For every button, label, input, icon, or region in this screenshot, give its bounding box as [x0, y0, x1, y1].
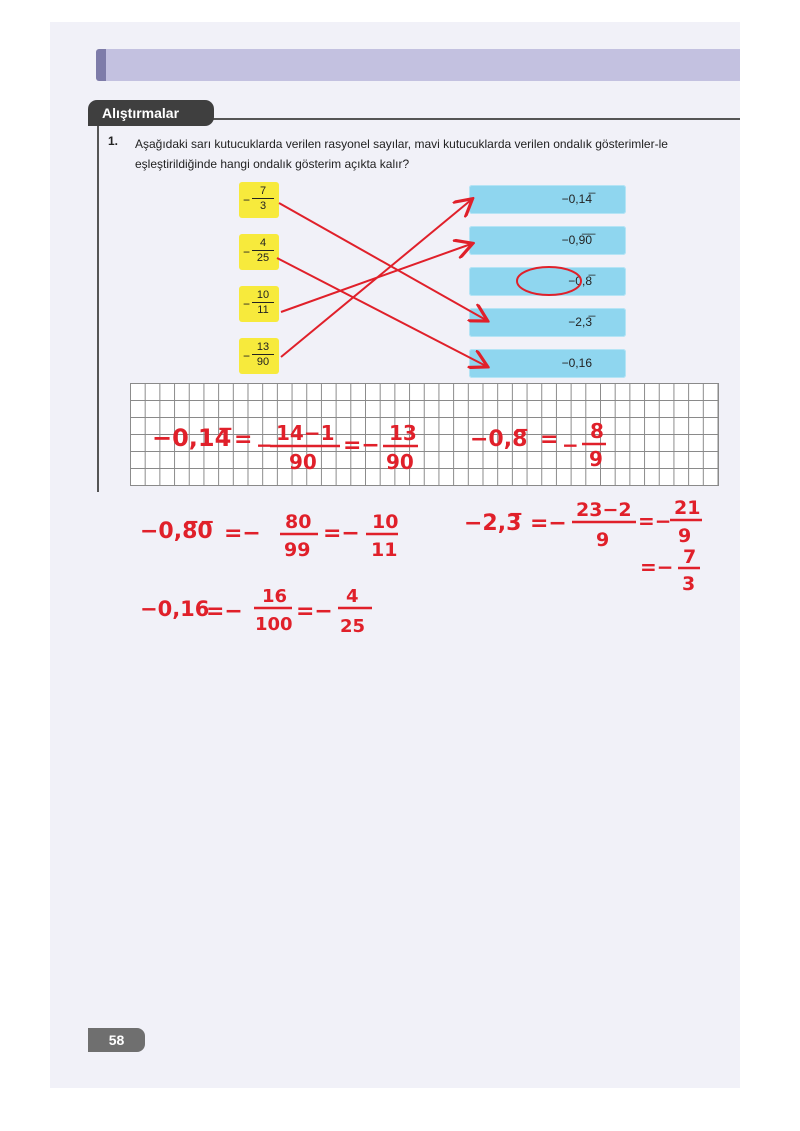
hw-line1-frac1-num: 14−1	[276, 421, 335, 445]
hw-line1-frac1-den: 90	[289, 450, 317, 474]
question-text: Aşağıdaki sarı kutucuklarda verilen rasyonel sayılar, mavi kutucuklarda verilen ondalık gösterimler-le eşleştirildiğinde hangi ondalık gösterim açıkta kalır?	[135, 137, 668, 171]
yellow-sign-4: −	[243, 349, 251, 363]
hw-line1b-den: 9	[589, 447, 603, 471]
yellow-sign-1: −	[243, 193, 251, 207]
hw-line2-frac1-den: 99	[284, 539, 311, 561]
blue-box-label: −0,14̅	[561, 192, 592, 206]
hw-line3-frac2-den: 9	[678, 525, 692, 547]
svg-text:=−: =−	[638, 509, 672, 533]
denominator: 11	[257, 304, 269, 316]
hw-line4-frac1-den: 100	[255, 614, 293, 635]
section-tab: Alıştırmalar	[88, 100, 214, 126]
hw-line4-frac2-num: 4	[346, 586, 359, 607]
blue-box-label: −2,3̅	[568, 315, 592, 329]
svg-text:=−: =−	[530, 511, 567, 536]
yellow-sign-3: −	[243, 297, 251, 311]
circled-answer	[517, 267, 581, 295]
hw-line4-frac1-num: 16	[262, 586, 288, 607]
question-number: 1.	[108, 134, 119, 148]
hw-line4-frac2-den: 25	[340, 616, 366, 637]
hw-line2-frac2-den: 11	[371, 539, 398, 561]
svg-text:=−: =−	[206, 599, 243, 624]
svg-text:=−: =−	[343, 433, 380, 458]
svg-text:−: −	[256, 433, 273, 457]
hw-line1b-num: 8	[590, 419, 604, 443]
svg-text:=: =	[540, 427, 559, 452]
svg-text:−: −	[562, 433, 579, 457]
hw-line4-lhs: −0,16	[140, 597, 210, 621]
numerator: 4	[252, 236, 274, 251]
svg-text:=: =	[234, 427, 253, 452]
numerator: 13	[252, 340, 274, 355]
hw-line1-lhs: −0,14̅	[152, 424, 232, 452]
hw-line3-frac1-num: 23−2	[576, 499, 632, 521]
hw-line3-frac2-num: 21	[674, 497, 701, 519]
svg-text:=−: =−	[640, 555, 674, 579]
denominator: 90	[256, 356, 270, 368]
hw-line1-frac2-num: 13	[389, 421, 417, 445]
hw-line3-lhs: −2,3̅	[464, 511, 522, 536]
hw-line2-frac2-num: 10	[372, 511, 399, 533]
match-arrow-4	[281, 200, 471, 357]
hw-line1-frac2-den: 90	[386, 450, 414, 474]
hw-line2-frac1-num: 80	[285, 511, 312, 533]
blue-box-label: −0,16	[561, 356, 592, 370]
denominator: 25	[256, 252, 270, 264]
hw-line3-frac3-den: 3	[682, 573, 696, 595]
numerator: 10	[252, 288, 274, 303]
hw-line3-frac1-den: 9	[596, 529, 610, 551]
blue-box-label: −0,9̅0̅	[561, 233, 592, 247]
svg-text:=−: =−	[323, 521, 360, 546]
hw-line1b-lhs: −0,8̅	[470, 427, 528, 452]
hw-line3-frac3-num: 7	[683, 546, 697, 568]
numerator: 7	[252, 184, 274, 199]
yellow-sign-2: −	[243, 245, 251, 259]
hw-line2-lhs: −0,8̅0̅	[140, 519, 213, 544]
denominator: 3	[259, 200, 267, 212]
svg-text:=−: =−	[296, 599, 333, 624]
svg-text:=−: =−	[224, 521, 261, 546]
blue-box-label: −0,8̅	[568, 274, 592, 288]
page-number: 58	[88, 1028, 145, 1052]
